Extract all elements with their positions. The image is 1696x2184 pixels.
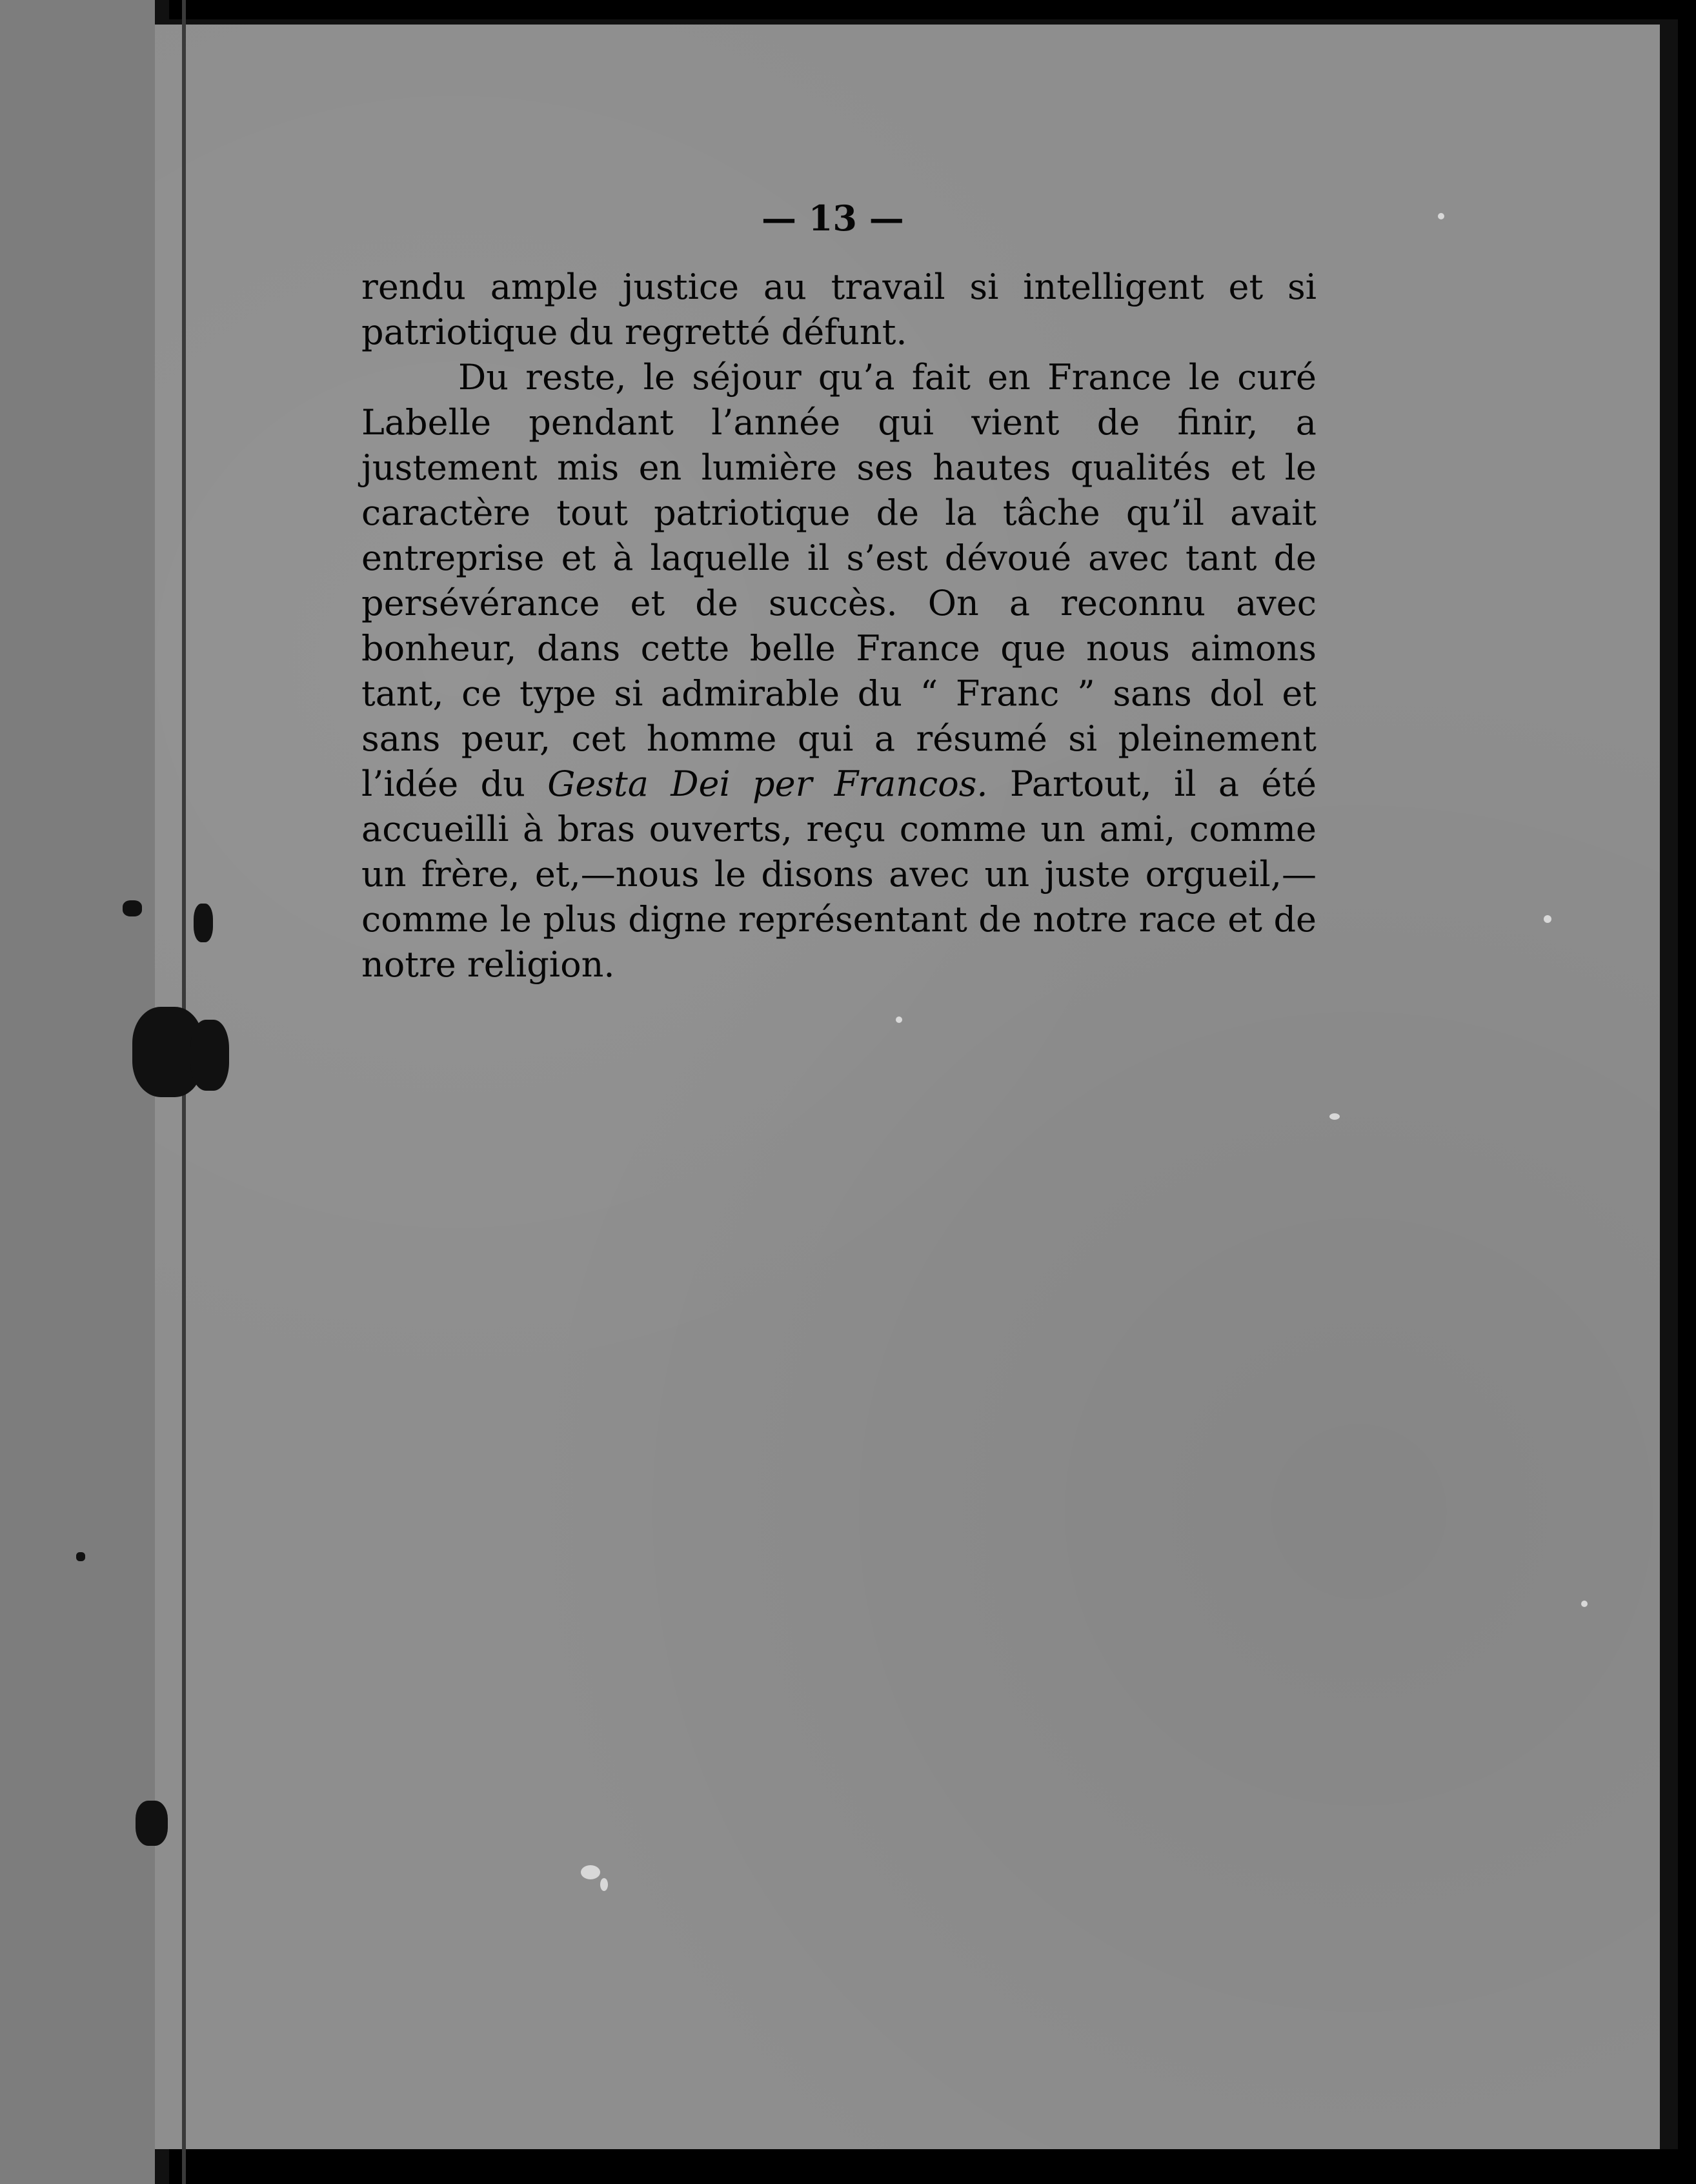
- paper-speck: [1438, 213, 1444, 219]
- paragraph: [361, 355, 1317, 987]
- ink-blot: [123, 900, 142, 916]
- body-text: [361, 265, 1317, 987]
- page-number: — 13 —: [762, 197, 904, 239]
- paragraph: [361, 265, 1317, 355]
- paper-speck: [600, 1878, 608, 1891]
- paper-speck: [1544, 915, 1551, 923]
- paragraph-text: Du reste, le séjour qu’a fait en France le curé Labelle pendant l’année qui vient de finir, a justement mis en lumière ses hautes qualités et le caractère tout patriotique de la tâche qu’il avait entreprise et à laquelle il s’est dévoué avec tant de persévérance et de succès. On a reconnu avec bonheur, dans cette belle France que nous aimons tant, ce type si admirable du “ Franc ” sans dol et sans peur, cet homme qui a résumé si pleinement l’idée du: [361, 357, 1317, 804]
- binding-tear-mark: [190, 1020, 229, 1091]
- paper-speck: [1329, 1113, 1340, 1120]
- paper-speck: [1581, 1601, 1588, 1607]
- paper-speck: [896, 1016, 902, 1023]
- paragraph-text: rendu ample justice au travail si intelligent et si patriotique du regretté défunt.: [361, 267, 1317, 352]
- paragraph-text: Partout, il a été accueilli à bras ouverts, reçu comme un ami, comme un frère, et,—nous le disons avec un juste orgueil,—comme le plus digne représentant de notre race et de notre religion.: [361, 763, 1317, 985]
- italic-phrase: Gesta Dei per Francos.: [547, 763, 988, 804]
- left-margin-strip: [0, 0, 155, 2184]
- ink-blot: [194, 904, 213, 942]
- paper-speck: [581, 1865, 600, 1879]
- ink-blot: [76, 1552, 85, 1561]
- ink-blot: [136, 1801, 168, 1846]
